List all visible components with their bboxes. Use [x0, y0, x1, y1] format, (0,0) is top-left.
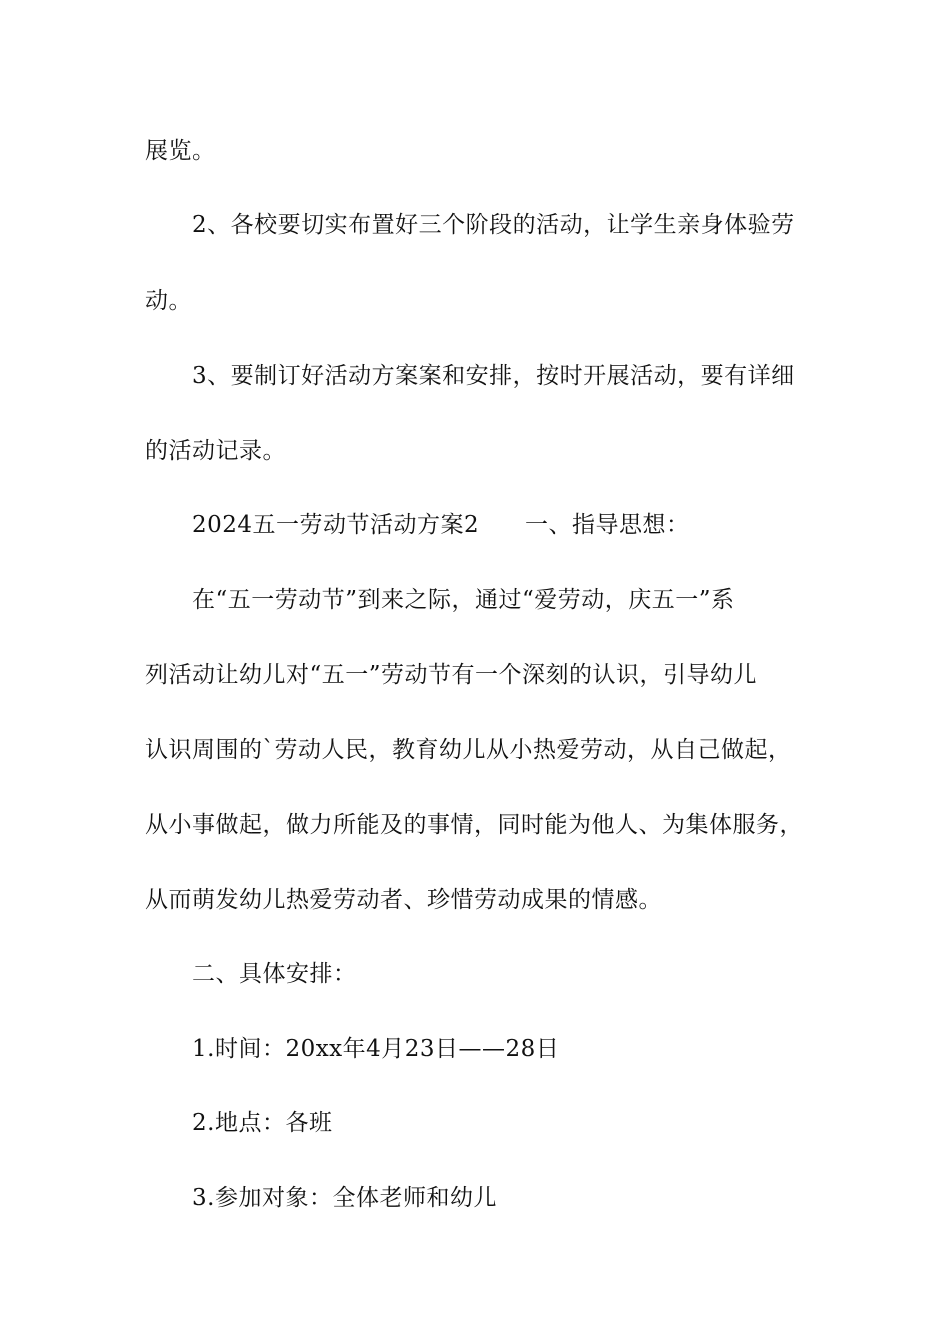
paragraph-line: 2、各校要切实布置好三个阶段的活动，让学生亲身体验劳 — [192, 212, 795, 238]
paragraph-line: 动。 — [145, 288, 192, 314]
paragraph-line: 3、要制订好活动方案案和安排，按时开展活动，要有详细 — [192, 363, 795, 389]
paragraph-line: 列活动让幼儿对“五一”劳动节有一个深刻的认识，引导幼儿 — [145, 662, 758, 688]
section-title: 2024五一劳动节活动方案2 — [192, 512, 480, 538]
paragraph-line: 在“五一劳动节”到来之际，通过“爱劳动，庆五一”系 — [192, 587, 735, 613]
paragraph-line: 的活动记录。 — [145, 438, 286, 464]
section-heading: 二、具体安排： — [192, 961, 357, 987]
list-item: 1.时间：20xx年4月23日——28日 — [192, 1036, 560, 1062]
section-heading: 一、指导思想： — [525, 512, 690, 538]
list-item: 2.地点：各班 — [192, 1110, 333, 1136]
list-item: 3.参加对象：全体老师和幼儿 — [192, 1185, 497, 1211]
paragraph-line: 从小事做起，做力所能及的事情，同时能为他人、为集体服务， — [145, 812, 803, 838]
paragraph-line: 展览。 — [145, 138, 216, 164]
paragraph-line: 从而萌发幼儿热爱劳动者、珍惜劳动成果的情感。 — [145, 887, 662, 913]
paragraph-line: 认识周围的`劳动人民，教育幼儿从小热爱劳动，从自己做起， — [145, 737, 792, 763]
